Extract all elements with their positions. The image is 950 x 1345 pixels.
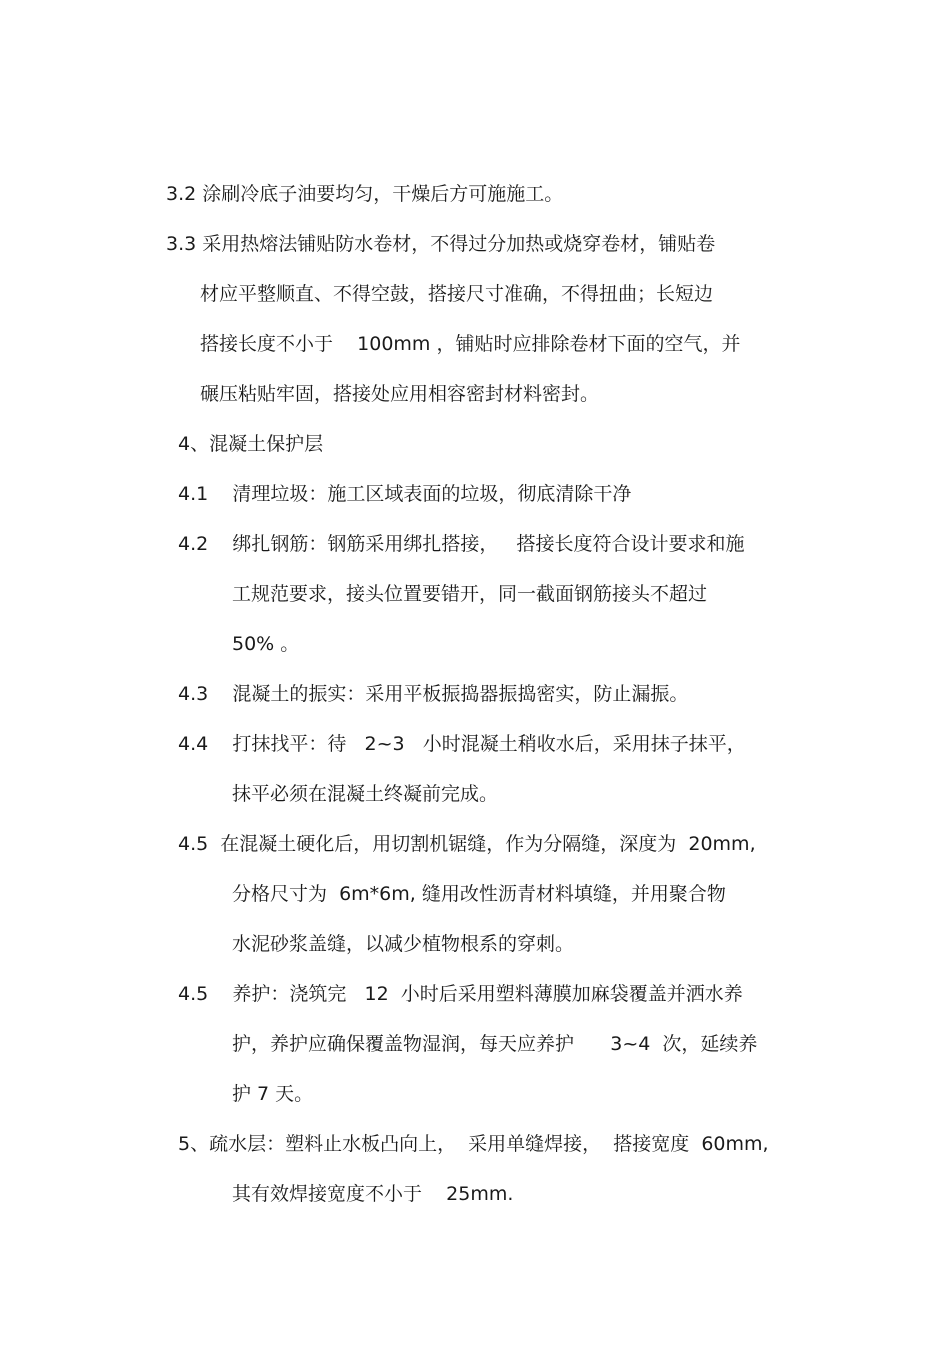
- text-line-4-5a: 4.5 在混凝土硬化后，用切割机锯缝，作为分隔缝，深度为 20mm,: [178, 833, 756, 855]
- text-line-4-2-cont-1: 工规范要求，接头位置要错开，同一截面钢筋接头不超过: [232, 583, 708, 605]
- text-line-3-3-cont-3: 碾压粘贴牢固，搭接处应用相容密封材料密封。: [200, 383, 600, 405]
- text-line-3-2: 3.2 涂刷冷底子油要均匀，干燥后方可施施工。: [166, 183, 564, 205]
- text-line-4-2: 4.2 绑扎钢筋：钢筋采用绑扎搭接， 搭接长度符合设计要求和施: [178, 533, 745, 555]
- text-line-4-3: 4.3 混凝土的振实：采用平板振捣器振捣密实，防止漏振。: [178, 683, 689, 705]
- text-line-4-2-cont-2: 50% 。: [232, 633, 300, 655]
- text-line-4-5b-cont-1: 护，养护应确保覆盖物湿润，每天应养护 3~4 次，延续养: [232, 1033, 758, 1055]
- text-line-3-3: 3.3 采用热熔法铺贴防水卷材，不得过分加热或烧穿卷材，铺贴卷: [166, 233, 716, 255]
- text-line-5-cont-1: 其有效焊接宽度不小于 25mm.: [232, 1183, 514, 1205]
- section-heading-4: 4、混凝土保护层: [178, 433, 324, 455]
- text-line-4-4-cont-1: 抹平必须在混凝土终凝前完成。: [232, 783, 499, 805]
- text-line-4-5b: 4.5 养护：浇筑完 12 小时后采用塑料薄膜加麻袋覆盖并洒水养: [178, 983, 743, 1005]
- text-line-3-3-cont-2: 搭接长度不小于 100mm ，铺贴时应排除卷材下面的空气，并: [200, 333, 741, 355]
- text-line-3-3-cont-1: 材应平整顺直、不得空鼓，搭接尺寸准确，不得扭曲；长短边: [200, 283, 714, 305]
- text-line-4-1: 4.1 清理垃圾：施工区域表面的垃圾，彻底清除干净: [178, 483, 632, 505]
- text-line-4-5b-cont-2: 护 7 天。: [232, 1083, 314, 1105]
- text-line-4-4: 4.4 打抹找平：待 2~3 小时混凝土稍收水后，采用抹子抹平，: [178, 733, 746, 755]
- text-line-5: 5、疏水层：塑料止水板凸向上， 采用单缝焊接， 搭接宽度 60mm,: [178, 1133, 769, 1155]
- text-line-4-5a-cont-2: 水泥砂浆盖缝，以减少植物根系的穿刺。: [232, 933, 575, 955]
- text-line-4-5a-cont-1: 分格尺寸为 6m*6m, 缝用改性沥青材料填缝，并用聚合物: [232, 883, 726, 905]
